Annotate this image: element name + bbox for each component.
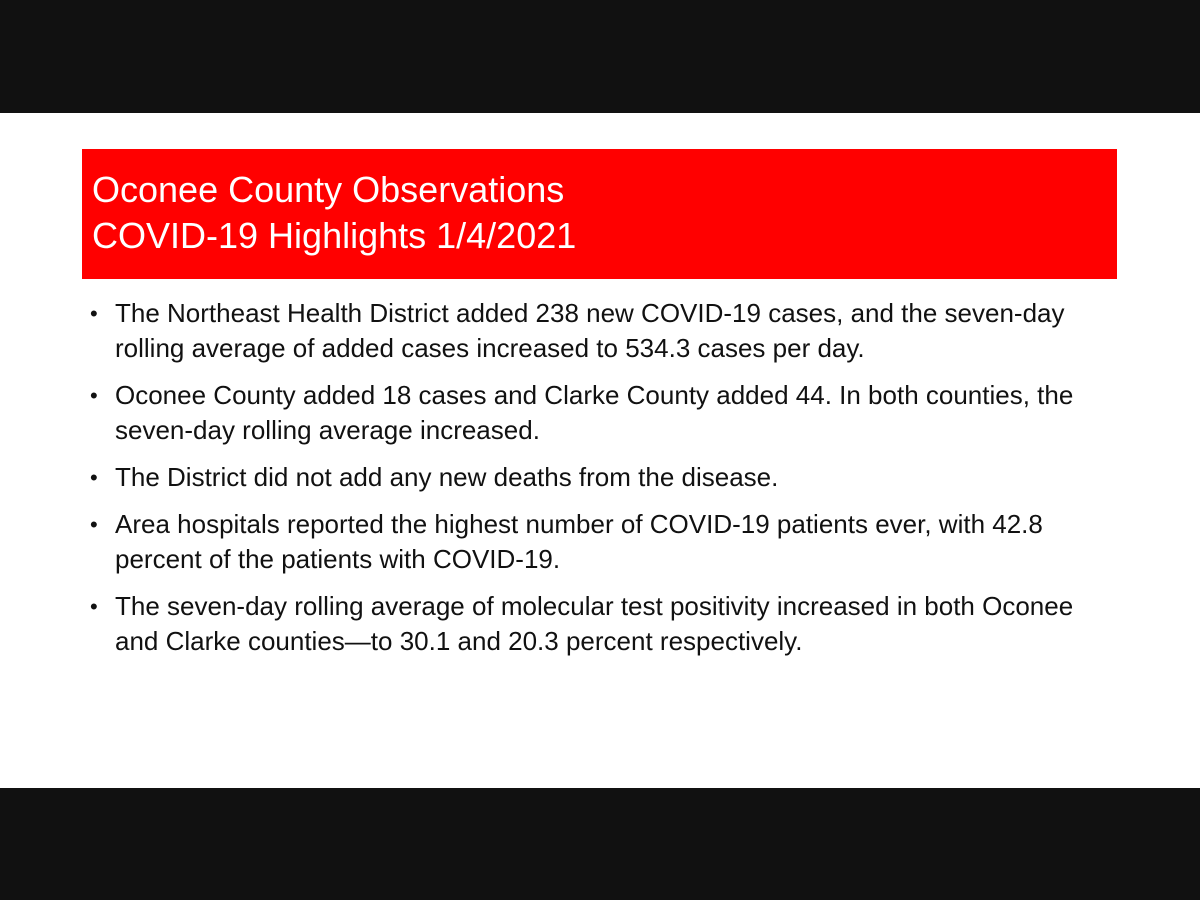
bullet-text: Oconee County added 18 cases and Clarke County added 44. In both counties, the seven-day rolling average increased. <box>115 380 1074 445</box>
bullet-text: Area hospitals reported the highest number of COVID-19 patients ever, with 42.8 percent of the patients with COVID-19. <box>115 509 1043 574</box>
slide <box>0 113 1200 788</box>
bullet-list <box>90 296 1120 671</box>
letterbox-top <box>0 0 1200 113</box>
bullet-item <box>90 296 1120 366</box>
letterbox-bottom <box>0 788 1200 900</box>
slide-subtitle: COVID-19 Highlights 1/4/2021 <box>92 215 577 256</box>
slide-title: Oconee County Observations <box>92 169 565 210</box>
bullet-item <box>90 507 1120 577</box>
bullet-item <box>90 378 1120 448</box>
bullet-item <box>90 589 1120 659</box>
bullet-icon: • <box>90 594 98 619</box>
slide-title-box <box>82 149 1117 279</box>
bullet-item <box>90 460 1120 495</box>
bullet-icon: • <box>90 465 98 490</box>
bullet-icon: • <box>90 383 98 408</box>
bullet-icon: • <box>90 301 98 326</box>
bullet-text: The Northeast Health District added 238 new COVID-19 cases, and the seven-day rolling average of added cases increased to 534.3 cases per day. <box>115 298 1065 363</box>
bullet-text: The District did not add any new deaths from the disease. <box>115 462 779 492</box>
bullet-icon: • <box>90 512 98 537</box>
bullet-text: The seven-day rolling average of molecular test positivity increased in both Oconee and Clarke counties—to 30.1 and 20.3 percent respectively. <box>115 591 1074 656</box>
